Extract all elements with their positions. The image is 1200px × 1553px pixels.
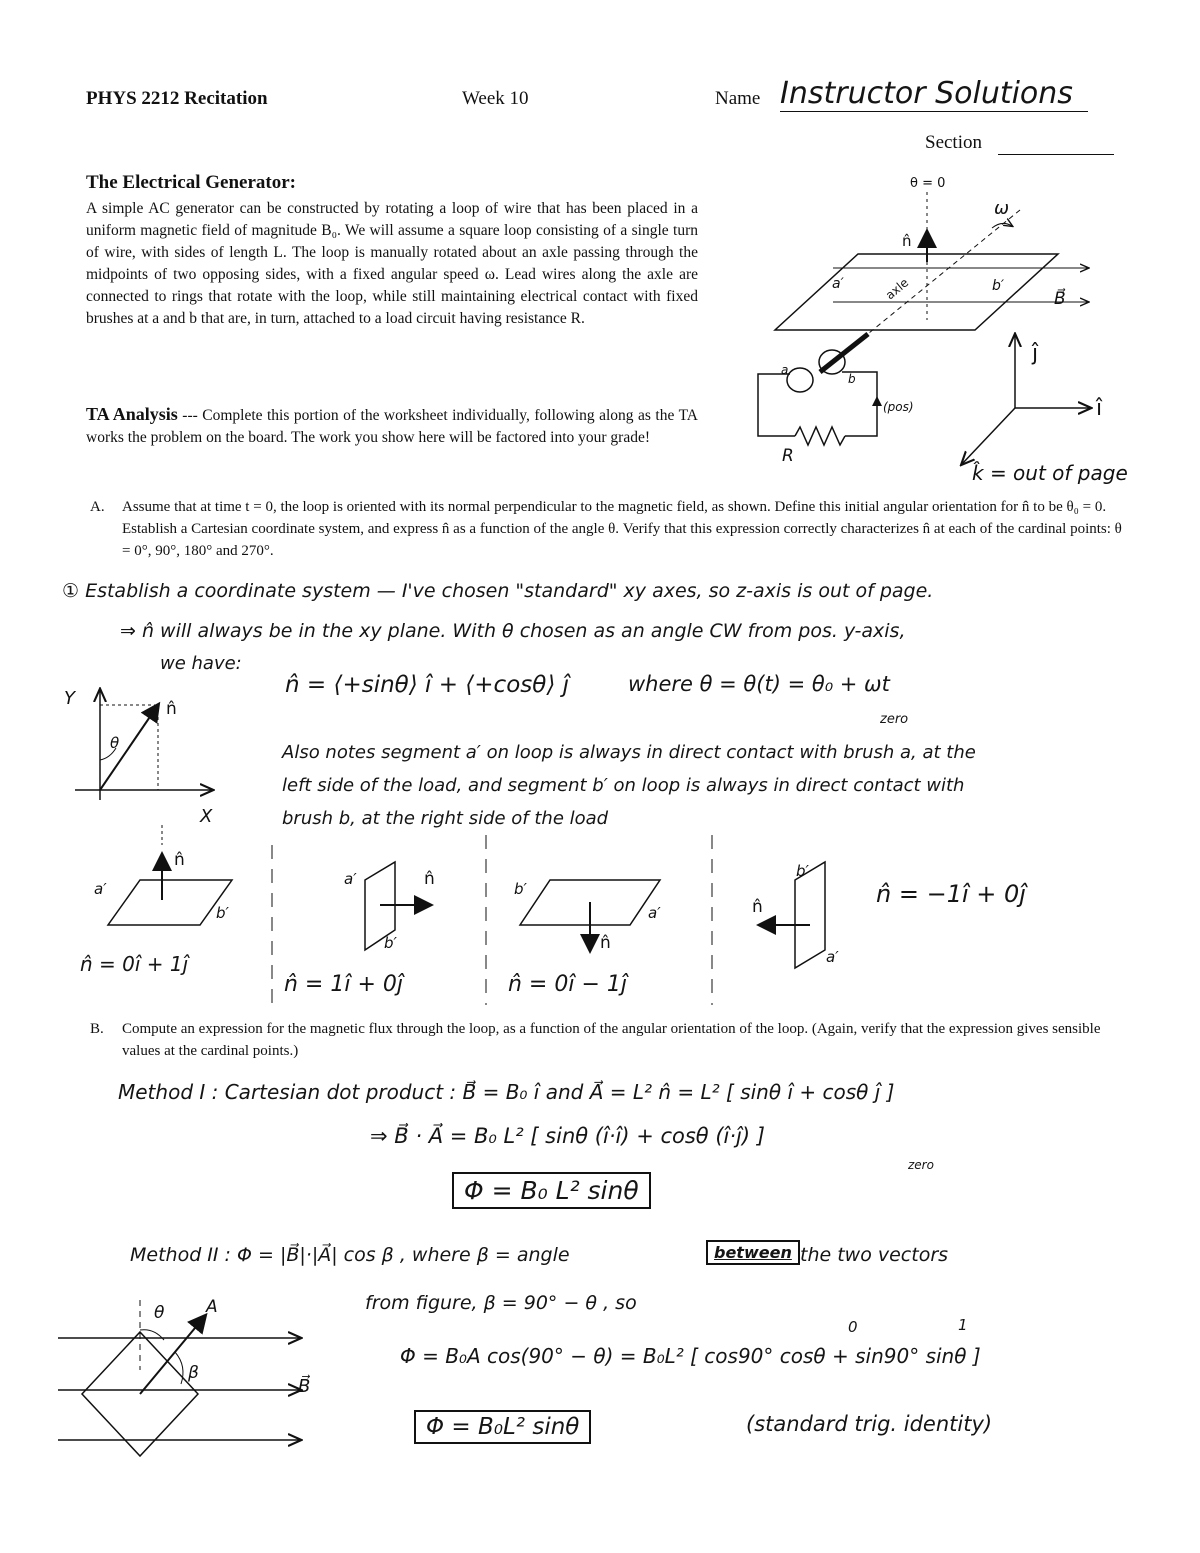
zero-note-b: zero xyxy=(908,1158,934,1172)
case-90-deg: n̂ = 1î + 0ĵ xyxy=(284,972,404,997)
n-hat-label: n̂ xyxy=(174,850,185,870)
method-1-dot: ⇒ B⃗ · A⃗ = B₀ L² [ sinθ (î·î) + cosθ (î·ĵ) ] xyxy=(370,1124,765,1148)
method-2-tail: the two vectors xyxy=(800,1244,949,1266)
a-prime-label: a′ xyxy=(648,904,661,922)
note-line2: left side of the load, and segment b′ on loop is always in direct contact with xyxy=(282,775,965,796)
theta-definition: where θ = θ(t) = θ₀ + ωt xyxy=(628,672,890,696)
resistance-label: R xyxy=(782,446,794,466)
n-hat-label: n̂ xyxy=(752,897,763,917)
method-2: Method II : Φ = |B⃗|·|A⃗| cos β , where β = angle xyxy=(130,1244,570,1266)
brush-a-label: a xyxy=(781,363,789,377)
field-label: B⃗ xyxy=(1054,289,1066,309)
ta-body: --- Complete this portion of the worksheet individually, following along as the TA works the problem on the board. The work you show here will be factored into your grade! xyxy=(86,407,698,446)
ta-title: TA Analysis xyxy=(86,404,178,424)
flux-result-2: Φ = B₀L² sinθ xyxy=(414,1410,591,1444)
week-label: Week 10 xyxy=(462,88,529,109)
solution-a-line1: ① Establish a coordinate system — I've chosen "standard" xy axes, so z-axis is out of page. xyxy=(62,580,934,602)
b-prime-label: b′ xyxy=(796,862,809,880)
beta-arc xyxy=(175,1352,183,1384)
brush-b-label: b xyxy=(848,372,856,386)
theta0-label: θ = 0 xyxy=(910,176,946,191)
case-180-deg: n̂ = 0î − 1ĵ xyxy=(508,972,628,997)
b-prime-label: b′ xyxy=(514,880,527,898)
a-prime-label: a′ xyxy=(832,276,844,292)
x-label: X xyxy=(200,806,213,827)
n-hat-label: n̂ xyxy=(166,699,177,719)
section-label: Section xyxy=(925,132,982,153)
flux-result-1: Φ = B₀ L² sinθ xyxy=(452,1172,651,1209)
a-prime-label: a′ xyxy=(94,880,107,898)
pos-label: (pos) xyxy=(883,400,914,414)
trig-identity-note: (standard trig. identity) xyxy=(746,1412,993,1436)
axle-label: axle xyxy=(882,275,912,303)
n-hat-label: n̂ xyxy=(600,933,611,953)
cos90-zero: 0 xyxy=(848,1318,858,1336)
omega-label: ω xyxy=(994,198,1010,219)
question-b-text: Compute an expression for the magnetic flux through the loop, as a function of the angular orientation of the loop. (Again, verify that the expression gives sensible values at the cardinal points.) xyxy=(122,1021,1101,1059)
name-value: Instructor Solutions xyxy=(780,76,1088,112)
k-hat-note: k̂ = out of page xyxy=(972,461,1128,485)
question-a-text: Assume that at time t = 0, the loop is oriented with its normal perpendicular to the magnetic field, as shown. Define this initial angular orientation for n̂ to be θ₀ = 0. Establish a Cartesian coordinate system, and express n̂ as a function of the angle θ. Verify that this expression correctly characterizes n̂ at each of the cardinal points: θ = 0°, 90°, 180° and 270°. xyxy=(122,499,1122,559)
question-a-label: A. xyxy=(90,499,105,515)
j-hat-label: ĵ xyxy=(1032,341,1039,366)
theta-label: θ xyxy=(110,734,120,752)
y-label: Y xyxy=(64,688,75,709)
case-270-deg: n̂ = −1î + 0ĵ xyxy=(876,880,1026,908)
question-b-label: B. xyxy=(90,1021,104,1037)
name-label: Name xyxy=(715,88,761,109)
normal-label: n̂ xyxy=(902,232,912,250)
intro-body: A simple AC generator can be constructed by rotating a loop of wire that has been placed in a uniform magnetic field of magnitude B₀. We will assume a square loop consisting of a single turn of wire, with sides of length L. The loop is manually rotated about an axle passing through the midpoints of two opposing sides, with a fixed angular speed ω. Lead wires along the axle are connected to rings that rotate with the loop, while still maintaining electrical contact with fixed brushes at a and b that are, in turn, attached to a load circuit having resistance R. xyxy=(86,200,698,327)
sin90-one: 1 xyxy=(958,1316,968,1334)
note-line3: brush b, at the right side of the load xyxy=(282,808,609,829)
note-line1: Also notes segment a′ on loop is always in direct contact with brush a, at the xyxy=(282,742,976,763)
b-prime-label: b′ xyxy=(216,904,229,922)
a-prime-label: a′ xyxy=(826,948,839,966)
theta-label: θ xyxy=(154,1303,165,1323)
zero-note: zero xyxy=(880,712,909,727)
beta-label: β xyxy=(188,1363,199,1383)
a-prime-label: a′ xyxy=(344,870,357,888)
solution-a-line3: we have: xyxy=(160,653,242,674)
solution-a-line2: ⇒ n̂ will always be in the xy plane. With θ chosen as an angle CW from pos. y-axis, xyxy=(120,620,906,642)
method-1: Method I : Cartesian dot product : B⃗ = B₀ î and A⃗ = L² n̂ = L² [ sinθ î + cosθ ĵ ] xyxy=(118,1080,895,1104)
i-hat-label: î xyxy=(1096,396,1103,421)
case-0-deg: n̂ = 0î + 1ĵ xyxy=(80,952,189,976)
b-prime-label: b′ xyxy=(992,278,1005,294)
intro-title: The Electrical Generator: xyxy=(86,172,296,193)
method-2-expansion: Φ = B₀A cos(90° − θ) = B₀L² [ cos90° cosθ + sin90° sinθ ] xyxy=(400,1344,981,1368)
method-2-angle: from figure, β = 90° − θ , so xyxy=(365,1292,637,1314)
area-label: A xyxy=(206,1297,218,1317)
n-hat-label: n̂ xyxy=(424,869,435,889)
n-hat-formula: n̂ = ⟨+sinθ⟩ î + ⟨+cosθ⟩ ĵ xyxy=(285,672,569,698)
field-label: B⃗ xyxy=(298,1376,311,1397)
b-prime-label: b′ xyxy=(384,934,397,952)
between-box: between xyxy=(706,1240,800,1265)
course-title: PHYS 2212 Recitation xyxy=(86,88,268,109)
